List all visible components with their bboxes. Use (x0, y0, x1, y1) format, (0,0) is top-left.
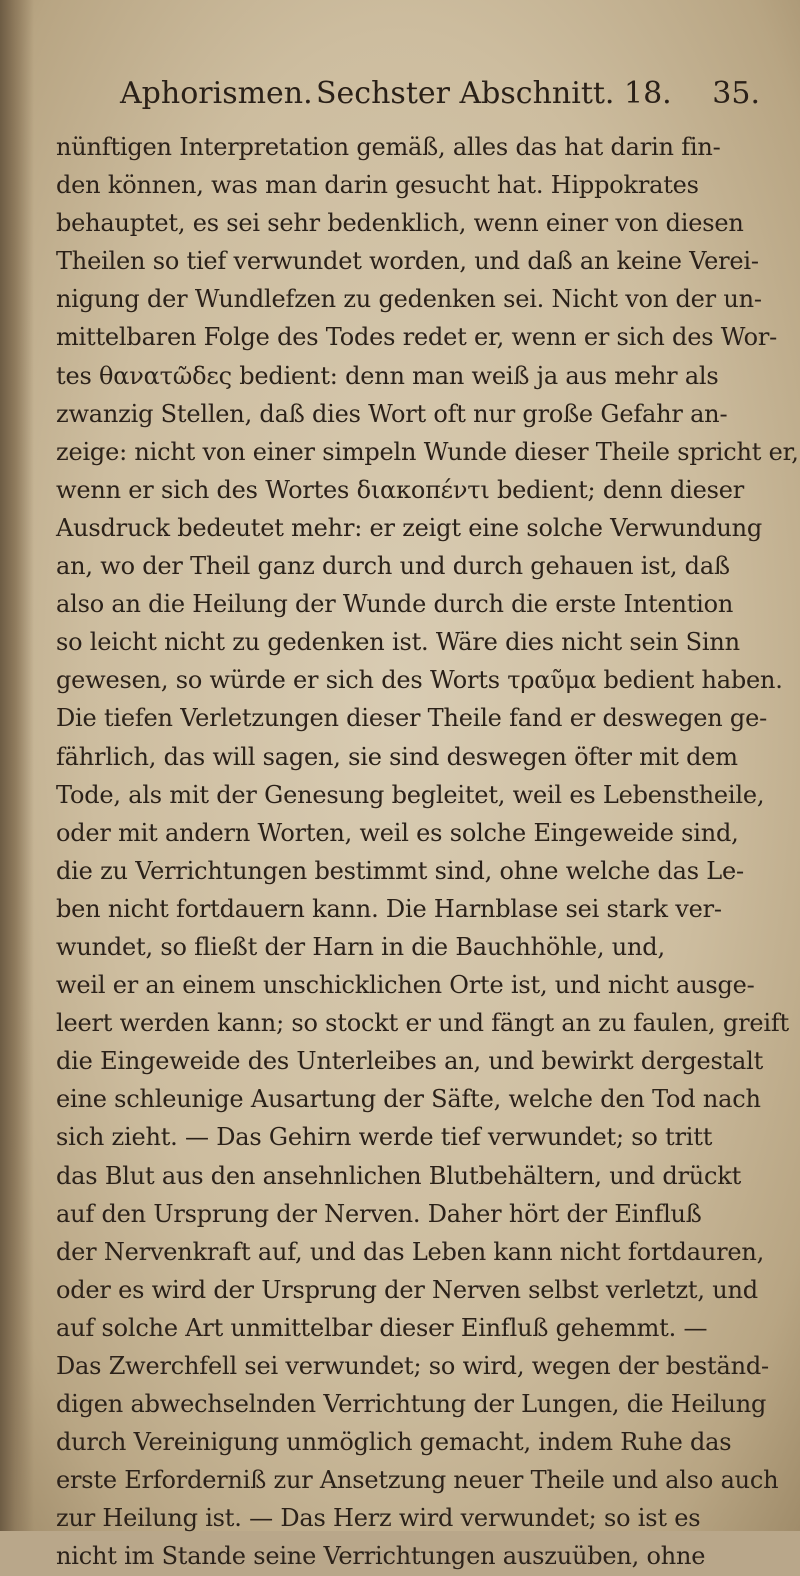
text-line: digen abwechselnden Verrichtung der Lungen, die Heilung (56, 1390, 767, 1419)
text-line: zwanzig Stellen, daß dies Wort oft nur große Gefahr an- (56, 399, 728, 428)
text-line: erste Erforderniß zur Ansetzung neuer Theile und also auch (56, 1466, 779, 1495)
text-line: auf den Ursprung der Nerven. Daher hört der Einfluß (56, 1199, 702, 1228)
text-line: Tode, als mit der Genesung begleitet, weil es Lebenstheile, (56, 780, 765, 809)
text-line: so leicht nicht zu gedenken ist. Wäre dies nicht sein Sinn (56, 628, 740, 657)
text-line: das Blut aus den ansehnlichen Blutbehältern, und drückt (56, 1161, 742, 1190)
text-line: nigung der Wundlefzen zu gedenken sei. Nicht von der un- (56, 285, 762, 314)
body-text (56, 128, 799, 1576)
text-line: die zu Verrichtungen bestimmt sind, ohne welche das Le- (56, 856, 744, 885)
text-line: tes θανατῶδες bedient: denn man weiß ja aus mehr als (56, 361, 719, 390)
text-line: ben nicht fortdauern kann. Die Harnblase sei stark ver- (56, 894, 722, 923)
text-line: leert werden kann; so stockt er und fängt an zu faulen, greift (56, 1009, 789, 1038)
text-line: zur Heilung ist. — Das Herz wird verwundet; so ist es (56, 1504, 701, 1533)
running-header (120, 76, 760, 120)
text-line: wundet, so fließt der Harn in die Bauchhöhle, und, (56, 932, 665, 961)
text-line: wenn er sich des Wortes διακοπέντι bedient; denn dieser (56, 475, 744, 504)
text-line: auf solche Art unmittelbar dieser Einfluß gehemmt. — (56, 1313, 708, 1342)
text-line: also an die Heilung der Wunde durch die erste Intention (56, 590, 734, 619)
text-line: mittelbaren Folge des Todes redet er, wenn er sich des Wor- (56, 323, 778, 352)
text-line: die Eingeweide des Unterleibes an, und bewirkt dergestalt (56, 1047, 764, 1076)
page-gutter-shadow (0, 0, 34, 1531)
text-line: fährlich, das will sagen, sie sind deswegen öfter mit dem (56, 742, 738, 771)
page-number: 35. (712, 76, 760, 111)
text-line: nünftigen Interpretation gemäß, alles das hat darin fin- (56, 133, 721, 161)
text-line: eine schleunige Ausartung der Säfte, welche den Tod nach (56, 1085, 761, 1114)
text-line: an, wo der Theil ganz durch und durch gehauen ist, daß (56, 552, 730, 581)
text-line: oder mit andern Worten, weil es solche Eingeweide sind, (56, 818, 739, 847)
text-line: der Nervenkraft auf, und das Leben kann nicht fortdauren, (56, 1237, 765, 1266)
header-left: Aphorismen. (120, 76, 313, 111)
header-center: Sechster Abschnitt. 18. (316, 76, 672, 111)
text-line: den können, was man darin gesucht hat. Hippokrates (56, 171, 699, 200)
text-line: nicht im Stande seine Verrichtungen auszuüben, ohne (56, 1542, 706, 1571)
text-line: behauptet, es sei sehr bedenklich, wenn einer von diesen (56, 209, 744, 238)
text-line: zeige: nicht von einer simpeln Wunde dieser Theile spricht er, (56, 437, 799, 466)
text-line: Ausdruck bedeutet mehr: er zeigt eine solche Verwundung (56, 513, 763, 542)
text-line: weil er an einem unschicklichen Orte ist, und nicht ausge- (56, 971, 755, 1000)
text-line: Das Zwerchfell sei verwundet; so wird, wegen der beständ- (56, 1352, 769, 1380)
text-line: gewesen, so würde er sich des Worts τραῦμα bedient haben. (56, 666, 783, 695)
text-line: Theilen so tief verwundet worden, und daß an keine Verei- (56, 247, 759, 276)
text-line: oder es wird der Ursprung der Nerven selbst verletzt, und (56, 1275, 758, 1304)
text-line: Die tiefen Verletzungen dieser Theile fand er deswegen ge- (56, 704, 768, 733)
text-line: durch Vereinigung unmöglich gemacht, indem Ruhe das (56, 1428, 732, 1457)
text-line: sich zieht. — Das Gehirn werde tief verwundet; so tritt (56, 1123, 713, 1152)
